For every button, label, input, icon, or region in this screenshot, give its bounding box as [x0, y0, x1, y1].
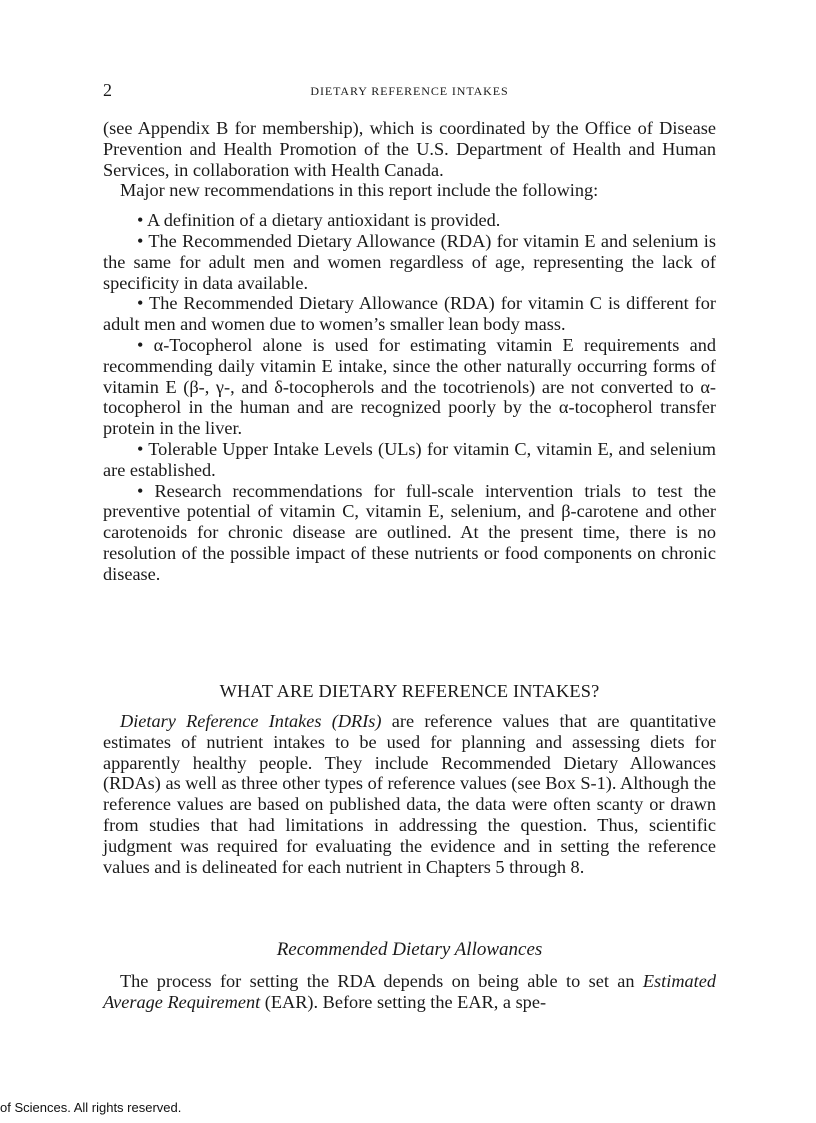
recommendations-block	[103, 118, 716, 585]
dri-term: Dietary Reference Intakes (DRIs)	[120, 711, 382, 731]
rda-section-body	[103, 971, 716, 1013]
ear-term: Estimated Average Requirement	[103, 971, 716, 1012]
recommendations-list	[103, 210, 716, 584]
rda-paragraph	[103, 971, 716, 1013]
list-item-text: A definition of a dietary antioxidant is provided.	[146, 210, 501, 231]
intro-lead-in: Major new recommendations in this report include the following:	[120, 180, 599, 201]
bullet-icon: •	[137, 293, 144, 314]
section-heading: WHAT ARE DIETARY REFERENCE INTAKES?	[219, 681, 600, 701]
running-head: DIETARY REFERENCE INTAKES	[310, 84, 509, 98]
intro-continuation: (see Appendix B for membership), which is coordinated by the Office of Disease Prevention and Health Promotion of the U.S. Department of Health and Human Services, in collaboration with Health Canada.	[103, 118, 716, 180]
list-item	[103, 231, 716, 293]
dri-body: are reference values that are quantitative estimates of nutrient intakes to be used for planning and assessing diets for apparently healthy people. They include Recommended Dietary Allowances (RDAs) as well as three other types of reference values (see Box S-1). Although the reference values are based on published data, the data were often scanty or drawn from studies that had limitations in addressing the question. Thus, scientific judgment was required for evaluating the evidence and in setting the reference values and is delineated for each nutrient in Chapters 5 through 8.	[103, 711, 716, 877]
bullet-icon: •	[137, 438, 144, 459]
list-item-text: Tolerable Upper Intake Levels (ULs) for vitamin C, vitamin E, and selenium are established.	[103, 438, 717, 480]
rda-tail: (EAR). Before setting the EAR, a spe-	[260, 991, 547, 1012]
list-item	[103, 335, 716, 439]
list-item-text: The Recommended Dietary Allowance (RDA) for vitamin E and selenium is the same for adult men and women regardless of age, representing the lack of specificity in data available.	[103, 230, 716, 293]
bullet-icon: •	[137, 210, 144, 231]
bullet-icon: •	[137, 334, 144, 355]
list-item	[103, 293, 716, 335]
subsection-heading: Recommended Dietary Allowances	[276, 939, 543, 960]
list-item	[103, 481, 716, 585]
dri-section-body	[103, 711, 716, 877]
page-header	[103, 80, 716, 100]
list-item	[103, 439, 716, 481]
list-item-text: Research recommendations for full-scale intervention trials to test the preventive potential of vitamin C, vitamin E, selenium, and β-carotene and other carotenoids for chronic disease are outlined. At the present time, there is no resolution of the possible impact of these nutrients or food components on chronic disease.	[103, 480, 717, 584]
list-item-text: The Recommended Dietary Allowance (RDA) for vitamin C is different for adult men and women due to women’s smaller lean body mass.	[103, 293, 716, 335]
page-number: 2	[103, 80, 112, 100]
list-item-text: α-Tocopherol alone is used for estimating vitamin E requirements and recommending daily vitamin E intake, since the other naturally occurring forms of vitamin E (β-, γ-, and δ-tocopherols and the tocotrienols) are not converted to α-tocopherol in the human and are recognized poorly by the α-tocopherol transfer protein in the liver.	[103, 334, 716, 439]
bullet-icon: •	[137, 230, 144, 251]
bullet-icon: •	[137, 480, 144, 501]
dri-paragraph	[103, 711, 716, 877]
rda-lead: The process for setting the RDA depends on being able to set an	[120, 971, 643, 991]
list-item	[103, 210, 716, 231]
copyright-footer: of Sciences. All rights reserved.	[0, 1100, 182, 1115]
